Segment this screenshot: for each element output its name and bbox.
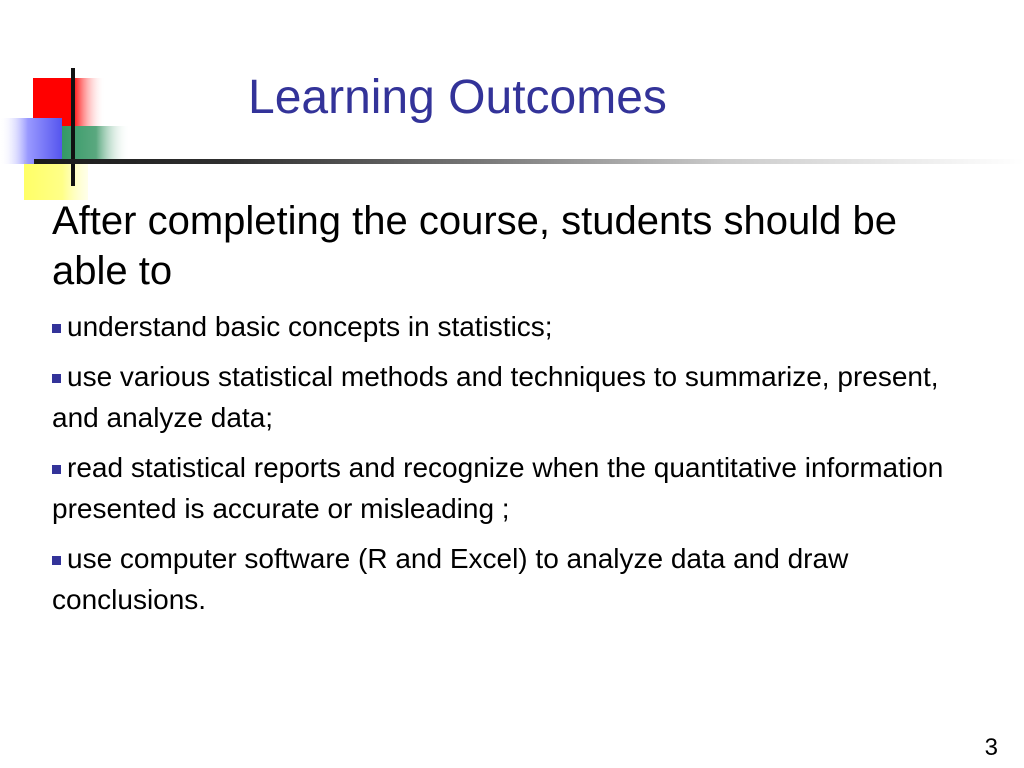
intro-text: After completing the course, students should be able to [52,199,897,293]
bullet-item [52,538,982,620]
square-bullet-icon [52,324,61,333]
deco-vertical-line [71,68,75,186]
bullet-item [52,306,982,347]
bullet-text: read statistical reports and recognize when the quantitative information presented is accurate or misleading ; [52,452,944,524]
square-bullet-icon [52,556,61,565]
bullet-text: use various statistical methods and techniques to summarize, present, and analyze data; [52,361,939,433]
corner-decoration [0,0,140,210]
square-bullet-icon [52,374,61,383]
title-underline [34,159,1024,164]
square-bullet-icon [52,465,61,474]
page-number: 3 [984,734,998,761]
bullet-text: use computer software (R and Excel) to analyze data and draw conclusions. [52,543,849,615]
bullet-item [52,356,982,438]
slide-body [52,196,982,620]
bullet-text: understand basic concepts in statistics; [67,311,553,342]
deco-yellow-square [24,160,88,200]
bullet-item [52,447,982,529]
deco-blue-square [0,118,62,164]
slide-title: Learning Outcomes [248,71,667,124]
